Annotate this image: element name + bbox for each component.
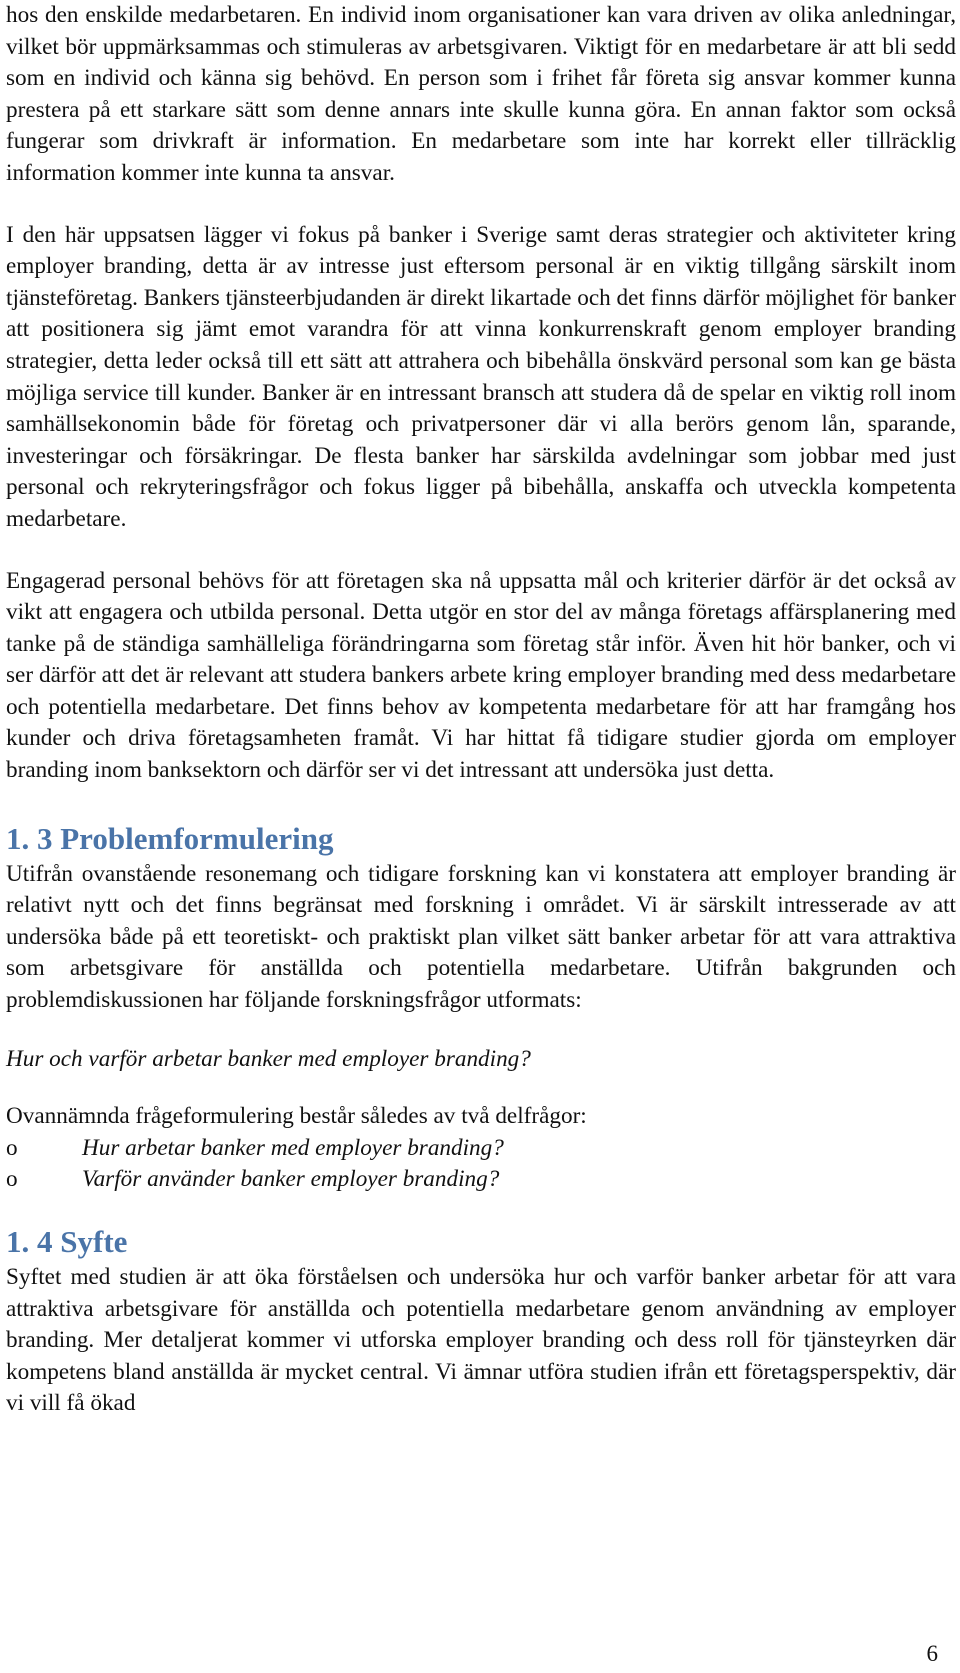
section-heading-syfte: 1. 4 Syfte xyxy=(6,1224,128,1259)
body-paragraph: Utifrån ovanstående resonemang och tidigare forskning kan vi konstatera att employer branding är relativt nytt och det finns begränsat med forskning i området. Vi är särskilt intresserade av att undersöka både på ett teoretiskt- och praktiskt plan vilket sätt banker arbetar för att vara attraktiva som arbetsgivare för anställda och potentiella medarbetare. Utifrån bakgrunden och problemdiskussionen har följande forskningsfrågor utformats: xyxy=(6,860,956,1014)
sub-question-list xyxy=(6,1133,956,1196)
section-heading-problemformulering: 1. 3 Problemformulering xyxy=(6,820,334,856)
body-paragraph: I den här uppsatsen lägger vi fokus på banker i Sverige samt deras strategier och aktiviteter kring employer branding, detta är av intresse just eftersom personal är en viktig tillgång särskilt inom tjänsteföretag. Bankers tjänsteerbjudanden är direkt likartade och det finns därför möjlighet för banker att positionera sig jämt emot varandra för att vinna konkurrenskraft genom employer branding strategier, detta leder också till ett sätt att attrahera och bibehålla önskvärd personal som kan ge bästa möjliga service till kunder. Banker är en intressant bransch att studera då de spelar en viktig roll inom samhällsekonomin både för företag och privatpersoner där vi alla berörs genom lån, sparande, investeringar och försäkringar. De flesta banker har särskilda avdelningar som jobbar med just personal och rekryteringsfrågor och fokus ligger på bibehålla, anskaffa och utveckla kompetenta medarbetare. xyxy=(6,221,956,532)
bullet-marker: o xyxy=(6,1134,18,1161)
body-paragraph: Syftet med studien är att öka förståelsen och undersöka hur och varför banker arbetar för att vara attraktiva arbetsgivare för anställda och potentiella medarbetare genom användning av employer branding. Mer detaljerat kommer vi utforska employer branding och dess roll för tjänsteyrken där kompetens bland anställda är mycket central. Vi ämnar utföra studien ifrån ett företagsperspektiv, där vi vill få ökad xyxy=(6,1264,956,1417)
page-content xyxy=(6,0,956,1420)
body-paragraph: hos den enskilde medarbetaren. En individ inom organisationer kan vara driven av olika anledningar, vilket bör uppmärksammas och stimuleras av arbetsgivaren. Viktigt för en medarbetare är att bli sedd som en individ och känna sig behövd. En person som i frihet får företa sig ansvar kommer kunna prestera på ett starkare sätt som denne annars inte skulle kunna göra. En annan faktor som också fungerar som drivkraft är information. En medarbetare som inte har korrekt eller tillräcklig information kommer inte kunna ta ansvar. xyxy=(6,2,956,186)
list-item xyxy=(6,1164,956,1196)
page-number: 6 xyxy=(926,1641,938,1666)
research-question: Hur och varför arbetar banker med employer branding? xyxy=(6,1045,531,1072)
sub-question: Varför använder banker employer branding? xyxy=(82,1166,500,1193)
body-paragraph: Engagerad personal behövs för att företagen ska nå uppsatta mål och kriterier därför är det också av vikt att engagera och utbilda personal. Detta utgör en stor del av många företags affärsplanering med tanke på de ständiga samhälleliga förändringarna som företag står inför. Även hit hör banker, och vi ser därför att det är relevant att studera bankers arbete kring employer branding med dess medarbetare och potentiella medarbetare. Det finns behov av kompetenta medarbetare för att har framgång hos kunder och driva företagsamheten framåt. Vi har hittat få tidigare studier gjorda om employer branding inom banksektorn och därför ser vi det intressant att undersöka just detta. xyxy=(6,567,956,784)
sub-question-intro: Ovannämnda frågeformulering består således av två delfrågor: xyxy=(6,1103,587,1130)
sub-question: Hur arbetar banker med employer branding? xyxy=(82,1134,504,1161)
bullet-marker: o xyxy=(6,1166,18,1193)
list-item xyxy=(6,1133,956,1165)
